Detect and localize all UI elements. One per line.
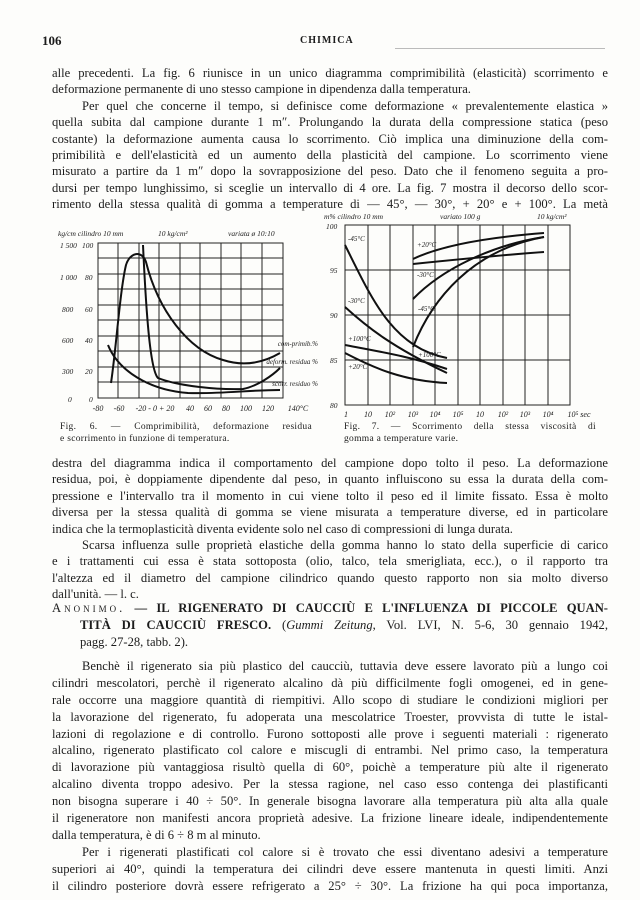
- journal-name: Gummi Zeitung: [286, 618, 373, 632]
- fig6-header-right: variata ø 10:10: [228, 229, 275, 238]
- fig7-header-right: 10 kg/cm²: [537, 212, 567, 221]
- text-line: diversa per la stessa qualità di gomma se viene misurata a temperature diverse, ed in particolare: [52, 505, 608, 520]
- paragraph-right-half: [52, 455, 608, 537]
- svg-text:10⁴: 10⁴: [542, 410, 554, 419]
- residual-deformation-curve: [143, 245, 280, 389]
- fig7-x-ticks: [344, 410, 591, 419]
- svg-text:com-primib.%: com-primib.%: [277, 340, 318, 348]
- text-line: la lavorazione del rigenerato, fu adoperata una mescolatrice Troester, provvista di tutte le istal-: [52, 709, 608, 724]
- paragraph-time-deformation: [52, 98, 608, 213]
- paragraph-elastic-properties: [52, 537, 608, 603]
- fig7-curve-labels: [348, 235, 441, 371]
- svg-text:85: 85: [330, 356, 338, 365]
- text-line: dall'unità. — l. c.: [52, 587, 139, 602]
- text-line: non bisogna superare i 40 ÷ 50°. In generale bisogna lavorare alla temperatura più alta alla quale: [52, 794, 608, 809]
- svg-text:100: 100: [326, 222, 338, 231]
- text-line: e i trattamenti cui essa è stata sottoposta (olio, talco, tela smerigliata, ecc.), o il rapporto tra: [52, 554, 608, 569]
- svg-text:-45°C: -45°C: [418, 305, 435, 313]
- paragraph-regenerated-rubber: [52, 658, 608, 844]
- svg-text:600: 600: [62, 336, 74, 345]
- text-line: rale occorre una maggiore quantità di riempitivi. Allo scopo di studiare le condizioni migliori per: [52, 692, 608, 707]
- fig6-y-inner-ticks: [82, 241, 94, 404]
- svg-text:1 500: 1 500: [60, 241, 77, 250]
- svg-text:10: 10: [364, 410, 372, 419]
- text-line: costante) la deformazione aumenta causa lo scorrimento. Ciò implica una diminuzione della com-: [52, 131, 608, 146]
- text-line: deformazione permanente di uno stesso campione in dipendenza dalla temperatura.: [52, 82, 471, 97]
- text-line: l'altezza ed il diametro del campione cilindrico quando questo rapporto non sia molto diverso: [52, 570, 608, 585]
- svg-text:10³: 10³: [519, 410, 531, 419]
- text-line: lazioni di regolazione e di controllo. Furono sottoposti alle prove i seguenti materiali : rigenerato: [52, 726, 608, 741]
- figure-6-caption: Fig. 6. — Comprimibilità, deformazione residua e scorrimento in funzione di temperatura.: [60, 422, 312, 444]
- text-line: indica che la termoplasticità diventa evidente solo nel caso di compressioni di lunga durata.: [52, 521, 513, 536]
- fig6-header-mid: 10 kg/cm²: [158, 229, 188, 238]
- text-line: Per i rigenerati plastificati col calore si è trovato che essi diventano adesivi a temperature: [82, 844, 608, 859]
- compressibility-curve: [111, 254, 280, 383]
- running-header: CHIMICA: [300, 35, 354, 46]
- paragraph-heat-plasticized: [52, 844, 608, 895]
- fig6-header-left: kg/cm cilindro 10 mm: [58, 229, 124, 238]
- svg-text:+100°C: +100°C: [418, 351, 441, 359]
- svg-text:deform. residua %: deform. residua %: [266, 358, 318, 366]
- text-line: superiori ai 40°, quindi la temperatura dei cilindri deve essere mantenuta in questi limiti. Anzi: [52, 861, 608, 876]
- svg-text:10⁵: 10⁵: [452, 410, 464, 419]
- svg-text:10²: 10²: [497, 410, 509, 419]
- article-title-1: — IL RIGENERATO DI CAUCCIÙ E L'INFLUENZA DI PICCOLE QUAN-: [125, 601, 608, 615]
- page-number: 106: [42, 33, 62, 48]
- svg-text:+20°C: +20°C: [348, 363, 368, 371]
- svg-text:-30°C: -30°C: [348, 297, 365, 305]
- svg-text:80: 80: [330, 401, 338, 410]
- text-line: destra del diagramma indica il comportamento del campione dopo tolto il peso. La deformazione: [52, 456, 608, 470]
- fig7-header-mid: variato 100 g: [440, 212, 481, 221]
- figure-6-curves: [108, 245, 280, 393]
- svg-text:300: 300: [62, 367, 74, 376]
- article-author: Anonimo.: [52, 601, 126, 615]
- figure-6-diagram: [58, 200, 320, 416]
- text-line: pressione e l'intervallo tra il momento in cui viene tolto il peso ed il limite fissato. Essa è molto: [52, 488, 608, 503]
- text-line: cilindri mescolatori, perchè il rigenerato alcalino dà più difficilmente fogli omogenei, ed in gene-: [52, 675, 608, 690]
- svg-text:60: 60: [204, 404, 212, 413]
- svg-text:60: 60: [85, 305, 93, 314]
- svg-text:80: 80: [85, 273, 93, 282]
- svg-text:10²: 10²: [384, 410, 396, 419]
- svg-text:100: 100: [82, 241, 94, 250]
- article-title-2: TITÀ DI CAUCCIÙ FRESCO.: [80, 618, 272, 632]
- text-line: dalla temperatura, è di 6 ÷ 8 m al minuto.: [52, 827, 261, 842]
- fig6-x-ticks: [93, 404, 309, 413]
- text-line: Scarsa influenza sulle proprietà elastiche della gomma hanno lo stato della superficie di carico: [82, 538, 608, 552]
- text-line: residua, poi, è doppiamente dipendente dal peso, in quanto influiscono su essa la durata della com-: [52, 472, 608, 487]
- svg-text:120: 120: [262, 404, 274, 413]
- svg-text:40: 40: [85, 336, 93, 345]
- svg-text:-60: -60: [113, 404, 125, 413]
- text-line: Benchè il rigenerato sia più plastico del caucciù, tuttavia deve essere lavorato più a lungo coi: [82, 659, 608, 673]
- header-rule: [395, 48, 605, 49]
- svg-text:scorr. residuo %: scorr. residuo %: [272, 380, 318, 388]
- svg-text:10: 10: [476, 410, 484, 419]
- article-reference: , Vol. LVI, N. 5-6, 30 gennaio 1942,: [372, 618, 608, 632]
- svg-text:-30°C: -30°C: [417, 271, 434, 279]
- text-line: alcalino, rigenerato plastificato col calore e miscugli di entrambi. Nel primo caso, la temperatura: [52, 743, 608, 758]
- fig6-y-outer-ticks: [60, 241, 77, 404]
- svg-text:1 000: 1 000: [60, 273, 77, 282]
- text-line: alcalino diventa troppo adesivo. Per la stessa ragione, nel caso esso contenga dei plastificanti: [52, 777, 608, 792]
- text-line: misurato a partire da 1 m″ dopo la sovrapposizione del peso. Dato che il fenomeno seguita a pro-: [52, 164, 608, 179]
- svg-text:80: 80: [222, 404, 230, 413]
- fig6-curve-labels: [266, 340, 318, 388]
- fig7-header-left: m% cilindro 10 mm: [324, 212, 384, 221]
- svg-text:40: 40: [186, 404, 194, 413]
- svg-text:10⁵ sec: 10⁵ sec: [567, 410, 591, 419]
- figure-7-caption: Fig. 7. — Scorrimento della stessa viscosità di gomma a temperature varie.: [344, 422, 596, 444]
- svg-text:800: 800: [62, 305, 74, 314]
- svg-text:100: 100: [240, 404, 252, 413]
- paragraph-continuation: [52, 65, 608, 98]
- text-line: quella subita dal campione durante 1 m″. Prolungando la durata della compressione statica (peso: [52, 115, 608, 130]
- text-line: primibilità e dell'elasticità ed un aumento della plasticità del campione. Lo scorrimento viene: [52, 147, 608, 162]
- text-line: il rigeneratore non manifesti ancora proprietà adesive. La frizione lineare ideale, indipendentemente: [52, 811, 608, 826]
- svg-text:0: 0: [68, 395, 72, 404]
- svg-text:+20°C: +20°C: [417, 241, 437, 249]
- svg-text:95: 95: [330, 266, 338, 275]
- fig7-y-ticks: [326, 222, 338, 410]
- text-line: rimento della stessa qualità di gomma a temperature di — 45°, — 30°, + 20° e + 100°. La metà: [52, 197, 608, 212]
- figure-7-diagram: [322, 207, 614, 419]
- svg-text:-45°C: -45°C: [348, 235, 365, 243]
- svg-text:0: 0: [89, 395, 93, 404]
- text-line: Per quel che concerne il tempo, si definisce come deformazione « prevalentemente elastica »: [82, 98, 608, 113]
- svg-text:90: 90: [330, 311, 338, 320]
- text-line: dursi per tempo lunghissimo, si sceglie un intervallo di 4 ore. La fig. 7 mostra il decorso dello scor-: [52, 180, 608, 195]
- text-line: il cilindro posteriore dovrà essere refrigerato a 25° ÷ 30°. La frizione ha qui poca importanza,: [52, 878, 608, 893]
- text-line: alle precedenti. La fig. 6 riunisce in un unico diagramma comprimibilità (elasticità) scorrimento e: [52, 66, 608, 80]
- svg-text:140°C: 140°C: [287, 404, 309, 413]
- svg-text:1: 1: [344, 410, 348, 419]
- article-heading: Anonimo. — IL RIGENERATO DI CAUCCIÙ E L'INFLUENZA DI PICCOLE QUAN- TITÀ DI CAUCCIÙ FRESCO. (Gummi Zeitung, Vol. LVI, N. 5-6, 30 gennaio 1942, pagg. 27-28, tabb. 2).: [52, 601, 608, 649]
- svg-text:10⁴: 10⁴: [429, 410, 441, 419]
- article-pages: pagg. 27-28, tabb. 2).: [80, 635, 189, 649]
- svg-text:-80: -80: [92, 404, 104, 413]
- svg-text:-20 - 0 + 20: -20 - 0 + 20: [135, 404, 175, 413]
- svg-text:10³: 10³: [407, 410, 419, 419]
- svg-text:20: 20: [85, 367, 93, 376]
- svg-text:+100°C: +100°C: [348, 335, 371, 343]
- text-line: di lavorazione più vantaggiosa risultò quella di 60°, poichè a temperature più alte il rigenerato: [52, 760, 608, 775]
